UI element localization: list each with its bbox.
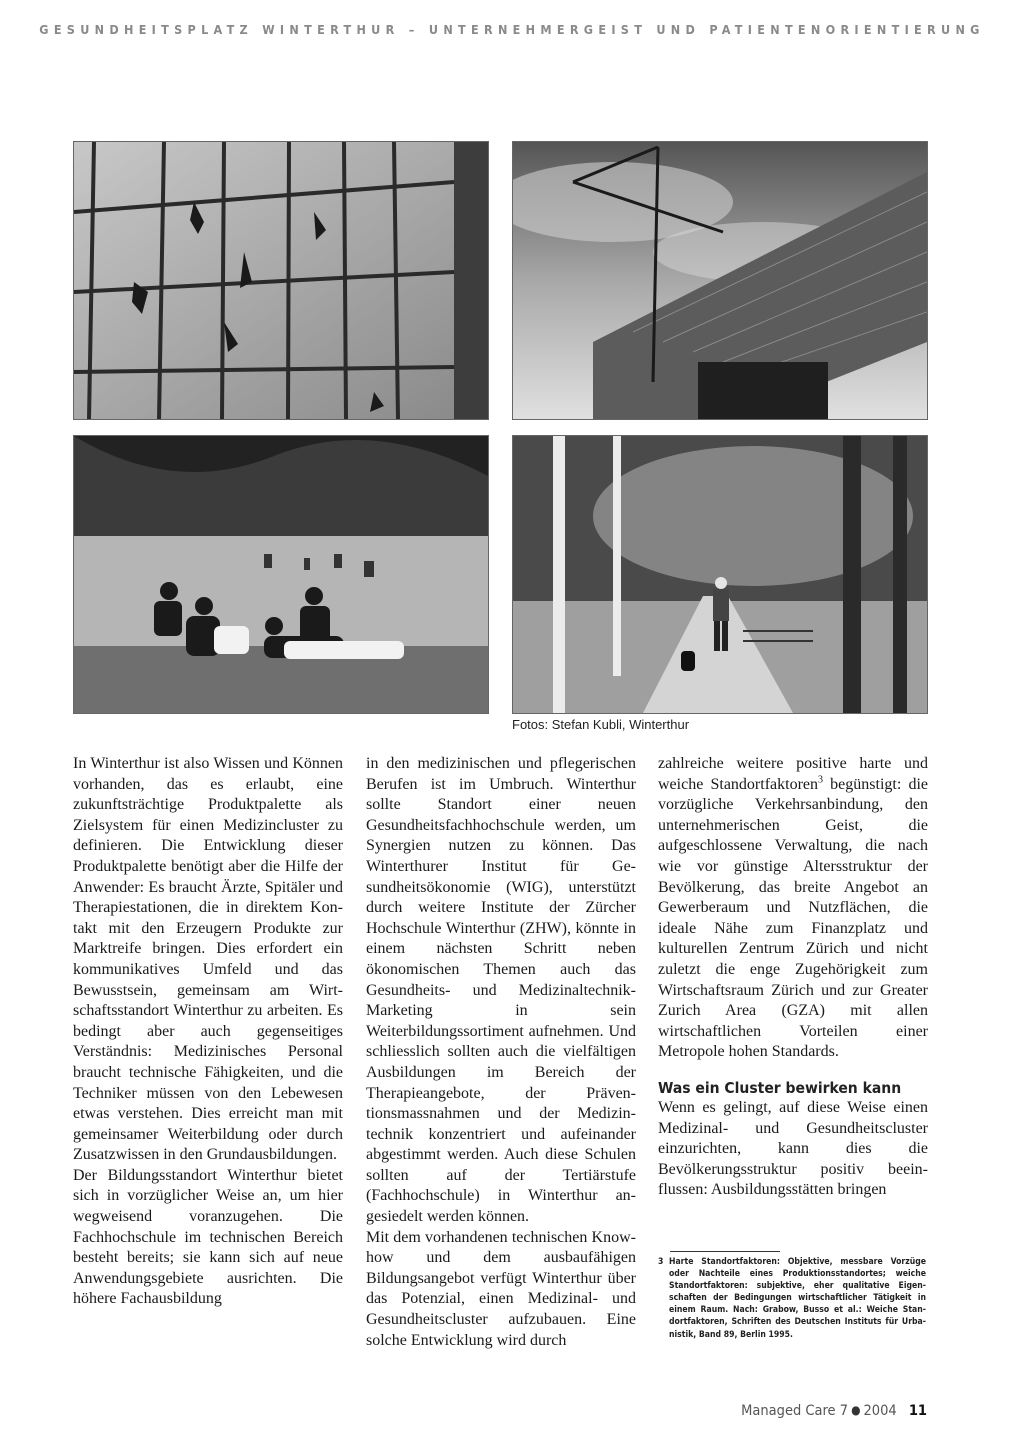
separator-dot: ●: [851, 1403, 861, 1417]
photo-credit: Fotos: Stefan Kubli, Winterthur: [512, 717, 690, 732]
running-header: GESUNDHEITSPLATZ WINTERTHUR – UNTERNEHMERGEIST UND PATIENTENORIENTIERUNG: [39, 22, 985, 37]
paragraph: Der Bildungsstandort Winterthur bietet sich in vorzüglicher Weise an, um hier wegweisend voranzugehen. Die Fachhochschule im technischen Bereich besteht bereits; sie kann sich auf neue Anwendungsgebiete ausrichten. Die höhere Fachausbildung: [73, 1166, 343, 1308]
footnote-number: 3: [658, 1257, 664, 1267]
paragraph-text: zahlreiche weitere positive harte und weiche Standortfaktoren: [658, 755, 928, 793]
issue-year: 2004: [863, 1403, 897, 1419]
footnote-reference[interactable]: 3: [818, 774, 823, 786]
paragraph: [658, 754, 928, 1063]
paragraph-text: begünstigt: die vorzügliche Verkehrsanbindung, den unternehmerischen Geist, die aufgeschlossene Verwaltung, die nach wie vor günstige Altersstruktur der Bevölkerung, das breite Angebot an Gewerberaum und Nutzflächen, die ideale Nähe zum Finanzplatz und kulturellen Zentrum Zürich und nicht zuletzt die enge Zugehörigkeit zum Wirtschaftsraum Zürich und zur Greater Zurich Area (GZA) mit allen wirtschaftlichen Vorteilen einer Metropole hohen Standards.: [658, 775, 928, 1061]
photo-man-walking-dog: [512, 435, 928, 714]
footnote: [658, 1256, 926, 1341]
text-column-2: [366, 754, 636, 1351]
paragraph: In Winterthur ist also Wissen und Können vorhanden, das es erlaubt, eine zukunftsträchtige Produktpalette als Zielsystem für einen Medizincluster zu definieren. Die Entwicklung dieser Produktpalette benötigt aber die Hilfe der Anwender: Es braucht Ärzte, Spitäler und Therapiestationen, die in direktem Kontakt mit den Erzeugern Produkte zur Marktreife bringen. Dies erfordert ein kommunikatives Umfeld und das Bewusstsein, gemeinsam am Wirtschaftsstandort Winterthur zu arbeiten. Es bedingt aber auch gegenseitiges Verständnis: Medizinisches Personal braucht technische Fähigkeiten, und die Techniker müssen von den Lebewesen etwas verstehen. Dies erreicht man mit gemeinsamer Weiterbildung oder durch Zusatzwissen in den Grundausbildungen.: [73, 755, 343, 1164]
journal-name: Managed Care: [741, 1403, 836, 1419]
page-number: 11: [908, 1403, 927, 1419]
park-image: [74, 436, 488, 713]
paragraph: Wenn es gelingt, auf diese Weise einen Medizinal- und Gesundheitscluster einzurichten, kann dies die Bevölkerungsstruktur positiv beeinflussen: Ausbildungsstätten bringen: [658, 1098, 928, 1199]
photo-industrial-hall: [73, 141, 489, 420]
paragraph: Mit dem vorhandenen technischen Know-how und dem ausbaufähigen Bildungsangebot verfügt Winterthur über das Potenzial, einen Medizinal- und Gesundheitscluster aufzubauen. Eine solche Entwicklung wird durch: [366, 1228, 636, 1349]
industrial-hall-image: [74, 142, 488, 419]
text-column-3: [658, 754, 928, 1201]
walking-path-image: [513, 436, 927, 713]
text-column-1: [73, 754, 343, 1310]
footnote-text: Harte Standortfaktoren: Objektive, messbare Vorzüge oder Nachteile eines Produktionsstandortes; weiche Standortfaktoren: subjektive, eher qualitative Eigenschaften der Bedingungen wirtschaftlicher Tätigkeit in einem Raum. Nach: Grabow, Busso et al.: Weiche Standortfaktoren, Schriften des Deutschen Instituts für Urbanistik, Band 89, Berlin 1995.: [669, 1257, 926, 1340]
paragraph: in den medizinischen und pflegerischen Berufen ist im Umbruch. Winterthur sollte Standort einer neuen Gesundheitsfachhochschule werden, um Synergien nutzen zu können. Das Winterthurer Institut für Gesundheitsökonomie (WIG), unterstützt durch weitere Institute der Zürcher Hochschule Winterthur (ZHW), könnte in einem nächsten Schritt neben ökonomischen Themen auch das Gesundheits- und Medizinaltechnik-Marketing in sein Weiterbildungssortiment aufnehmen. Und schliesslich sollten auch die vielfältigen Ausbildungen im Bereich der Therapieangebote, der Präventionsmassnahmen und der Medizintechnik konzentriert und aufeinander abgestimmt werden. Auch diese Schulen sollten auf der Tertiärstufe (Fachhochschule) in Winterthur angesiedelt werden können.: [366, 755, 636, 1226]
photo-park-people: [73, 435, 489, 714]
page-footer: [741, 1403, 927, 1419]
issue-number: 7: [839, 1403, 849, 1419]
footnote-divider: [670, 1251, 780, 1252]
section-heading: Was ein Cluster bewirken kann: [658, 1078, 902, 1097]
construction-image: [513, 142, 927, 419]
photo-construction-site: [512, 141, 928, 420]
